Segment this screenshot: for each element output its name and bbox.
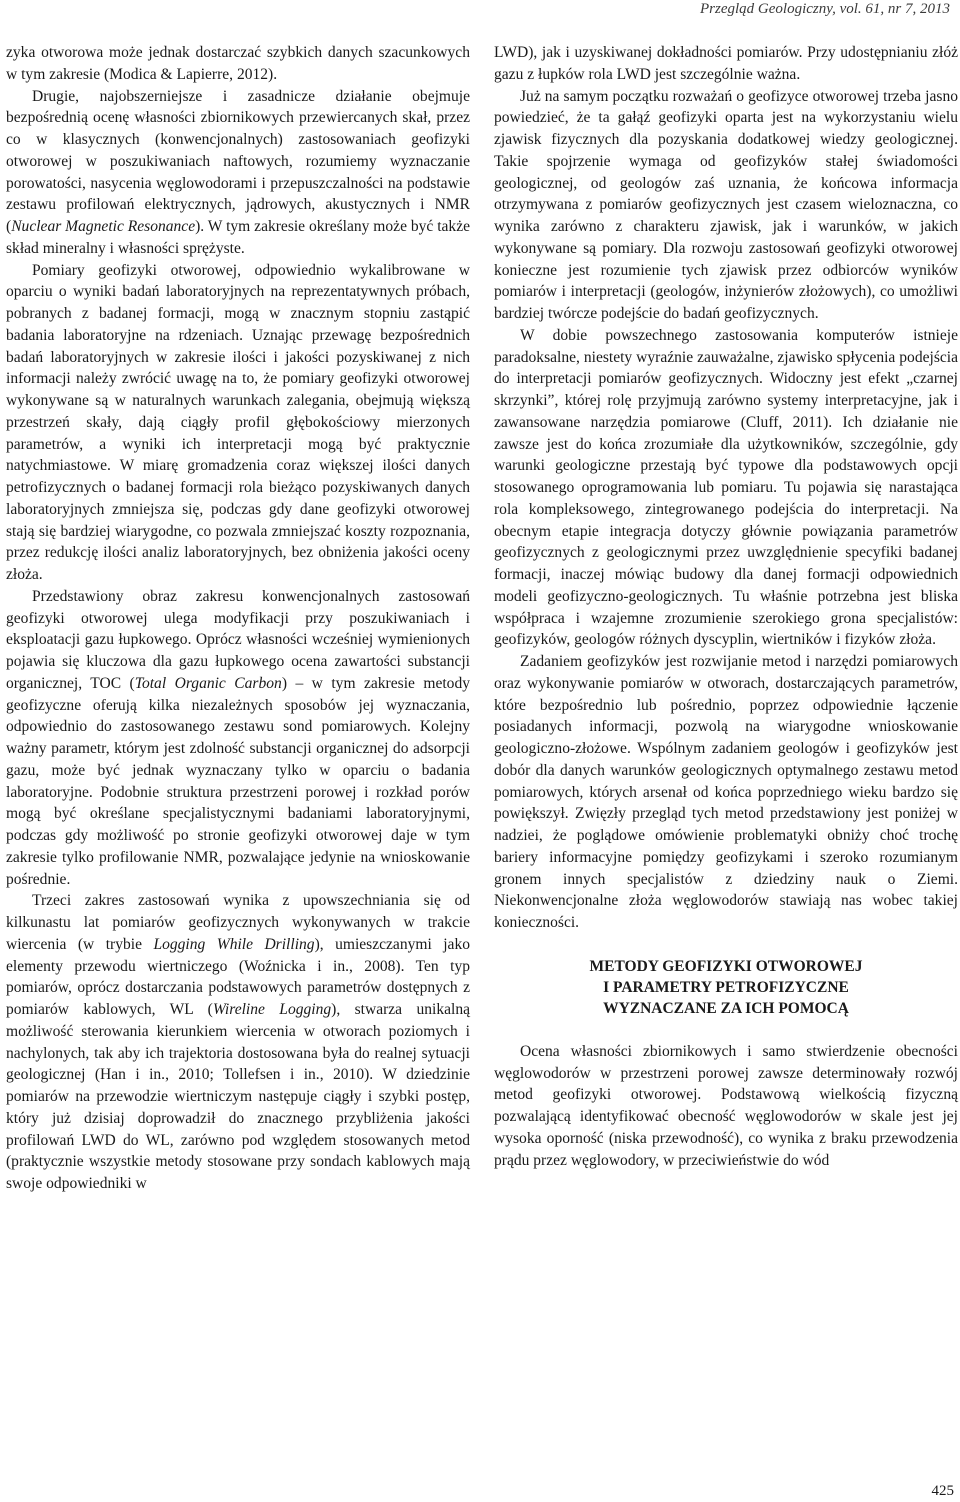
text-run: Trzeci zakres zastosowań wynika z upowszechniania się od kilkunastu lat pomiarów geofizycznych wykonywanych w trakcie wiercenia (w trybie xyxy=(6,892,470,953)
left-column xyxy=(6,42,470,1195)
paragraph xyxy=(494,42,958,86)
text-run: LWD), jak i uzyskiwanej dokładności pomiarów. Przy udostępnianiu złóż gazu z łupków rola LWD jest szczególnie ważna. xyxy=(494,44,958,83)
italic-term: Nuclear Magnetic Resonance xyxy=(11,218,196,235)
section-heading-line: WYZNACZANE ZA ICH POMOCĄ xyxy=(603,999,849,1017)
section-heading-line: I PARAMETRY PETROFIZYCZNE xyxy=(603,978,849,996)
paragraph xyxy=(6,890,470,1195)
text-run: ). W tym zakresie określany może być także skład mineralny i własności sprężyste. xyxy=(6,218,471,257)
italic-term: Wireline Logging xyxy=(212,1001,332,1018)
paragraph xyxy=(494,1041,958,1172)
text-run: ) – w tym zakresie metody geofizyczne oferują kilka niezależnych sposobów jej wyznaczania, odpowiednio do zastosowanego zestawu sond pomiarowych. Kolejny ważny parametr, którym jest zdolność substancji organicznej do adsorpcji gazu, może być jednak wyznaczany tylko w oparciu o badania laboratoryjne. Podobnie struktura przestrzeni porowej i rozkład porów mogą być określane specjalistycznymi badaniami laboratoryjnymi, podczas gdy możliwość po stronie geofizyki otworowej daje w tym zakresie tylko profilowanie NMR, pozwalające jedynie na wnioskowanie pośrednie. xyxy=(6,674,470,888)
paragraph xyxy=(494,325,958,651)
paragraph xyxy=(6,86,470,260)
paragraph xyxy=(494,651,958,934)
text-run: Zadaniem geofizyków jest rozwijanie metod i narzędzi pomiarowych oraz wykonywanie pomiarów w otworach, dostarczających parametrów, które bezpośrednio lub pośrednio, poprzez odpowiednie łączenie posiadanych informacji, pozwolą na wiarygodne wnioskowanie geologiczno-złożowe. Wspólnym zadaniem geologów i geofizyków jest dobór dla danych warunków geologicznych optymalnego zestawu metod pomiarowych, których arsenał od końca poprzedniego wieku bardzo się powiększył. Zwięzły przegląd tych metod przedstawiony jest poniżej w nadziei, że poglądowe omówienie problematyki obniży choć trochę bariery informacyjne pomiędzy geofizykami i szeroko rozumianym gronem innych specjalistów z dziedziny nauk o Ziemi. Niekonwencjonalne złoża węglowodorów stawiają nas wobec takiej konieczności. xyxy=(494,653,958,931)
text-run: W dobie powszechnego zastosowania komputerów istnieje paradoksalne, niestety wyraźnie zauważalne, zjawisko spłycenia podejścia do interpretacji pomiarów geofizycznych. Widoczny jest efekt „czarnej skrzynki”, której rolę przyjmują zarówno systemy interpretacyjne, jak i zawansowane narzędzia pomiarowe (Cluff, 2011). Ich działanie nie zawsze jest do końca zrozumiałe dla użytkowników, szczególnie, gdy warunki geologiczne przestają być typowe dla podstawowych opcji stosowanego oprogramowania lub pomiaru. Tu pojawia się narastająca rola kompleksowego, zintegrowanego podejścia do interpretacji. Na obecnym etapie integracja dotyczy głównie powiązania parametrów geofizycznych z geologicznymi przez uwzględnienie specyfiki badanej formacji, inaczej mówiąc budowy dla danej formacji odpowiednich modeli geofizyczno-geologicznych. Tu właśnie potrzebna jest bliska współpraca i wzajemne zrozumienie szerokiego grona specjalistów: geofizyków, geologów różnych dyscyplin, wiertników i fizyków złoża. xyxy=(494,326,958,649)
right-column xyxy=(494,42,958,1171)
text-run: ), stwarza unikalną możliwość sterowania kierunkiem wiercenia w otworach poziomych i nachylonych, tak aby ich trajektoria dostosowana była do realnej sytuacji geologicznej (Han i in., 2010; Tollefsen i in., 2010). W dziedzinie pomiarów na przewodzie wiertniczym następuje ciągły i szybki postęp, który już dzisiaj doprowadził do znacznego przybliżenia jakości profilowań LWD do WL, zarówno pod względem stosowanych metod (praktycznie wszystkie metody stosowane przy sondach kablowych mają swoje odpowiedniki w xyxy=(6,1001,470,1192)
paragraph xyxy=(6,42,470,86)
text-run: Ocena własności zbiornikowych i samo stwierdzenie obecności węglowodorów w przestrzeni porowej zawsze determinowały rozwój metod geofizyki otworowej. Podstawową wielkością fizyczną pozwalającą identyfikować obecność węglowodorów w skale jest jej wysoka oporność (niska przewodność), co wynika z braku przewodzenia prądu przez węglowodory, w przeciwieństwie do wód xyxy=(494,1042,958,1169)
text-run: ), umieszczanymi jako elementy przewodu wiertniczego (Woźnicka i in., 2008). Ten typ pomiarów, oprócz dostarczania podstawowych parametrów dostępnych z pomiarów kablowych, WL ( xyxy=(6,935,470,1018)
page-number: 425 xyxy=(931,1483,954,1499)
paragraph xyxy=(6,260,470,586)
paragraph xyxy=(6,586,470,891)
text-run: zyka otworowa może jednak dostarczać szybkich danych szacunkowych w tym zakresie (Modica & Lapierre, 2012). xyxy=(6,44,470,83)
text-run: Drugie, najobszerniejsze i zasadnicze działanie obejmuje bezpośrednią ocenę własności zbiornikowych przewiercanych skał, przez co w klasycznych (konwencjonalnych) zastosowaniach geofizyki otworowej w poszukiwaniach naftowych, rozumiemy wyznaczanie porowatości, nasycenia węglowodorami i przepuszczalności na podstawie zestawu profilowań elektrycznych, jądrowych, akustycznych i NMR ( xyxy=(6,87,470,235)
text-run: Pomiary geofizyki otworowej, odpowiednio wykalibrowane w oparciu o wyniki badań laboratoryjnych na reprezentatywnych próbach, pobranych z badanej formacji, mogą w znacznym stopniu zastąpić badania laboratoryjne na rdzeniach. Uznając przewagę bezpośrednich badań laboratoryjnych w zakresie ilości i jakości pozyskiwanej z nich informacji należy zwrócić uwagę na to, że pomiary geofizyki otworowej wykonywane są w naturalnych warunkach zalegania, obejmują większą przestrzeń skały, dają ciągły profil głębokościowy mierzonych parametrów, a wyniki ich interpretacji mogą być praktycznie natychmiastowe. W miarę gromadzenia coraz większej ilości danych petrofizycznych o badanej formacji rola bieżąco pozyskiwanych danych laboratoryjnych zmniejsza się, podczas gdy dane geofizyki otworowej stają się bardziej wiarygodne, co pozwala zmniejszać koszty rozpoznania, przez redukcję ilości analiz laboratoryjnych, bez obniżenia jakości oceny złoża. xyxy=(6,261,470,583)
text-run: Już na samym początku rozważań o geofizyce otworowej trzeba jasno powiedzieć, że ta gałąź geofizyki oparta jest na wykorzystaniu wielu zjawisk fizycznych dla pozyskania dodatkowej wiedzy geologicznej. Takie spojrzenie wymaga od geofizyków stałej świadomości geologicznej, od geologów zaś uznania, że końcowa informacja otrzymywana z pomiarów geofizycznych jest czasem wieloznaczna, co wynika zarówno z charakteru zjawisk, jak i warunków, w jakich wykonywane są pomiary. Dla rozwoju zastosowań geofizyki otworowej konieczne jest rozumienie tych zjawisk przez odbiorców wyników pomiarów i interpretacji (geologów, inżynierów złożowych), co umożliwi bardziej twórcze podejście do badań geofizycznych. xyxy=(494,87,958,322)
italic-term: Total Organic Carbon xyxy=(134,674,282,692)
section-heading xyxy=(494,956,958,1019)
paragraph xyxy=(494,86,958,325)
text-run: Przedstawiony obraz zakresu konwencjonalnych zastosowań geofizyki otworowej ulega modyfikacji przy poszukiwaniach i eksploatacji gazu łupkowego. Oprócz własności wcześniej wymienionych pojawia się kluczowa dla gazu łupkowego ocena zawartości substancji organicznej, TOC ( xyxy=(6,587,470,692)
section-heading-line: METODY GEOFIZYKI OTWOROWEJ xyxy=(589,957,863,975)
italic-term: Logging While Drilling xyxy=(153,935,315,953)
running-head: Przegląd Geologiczny, vol. 61, nr 7, 2013 xyxy=(700,1,950,17)
